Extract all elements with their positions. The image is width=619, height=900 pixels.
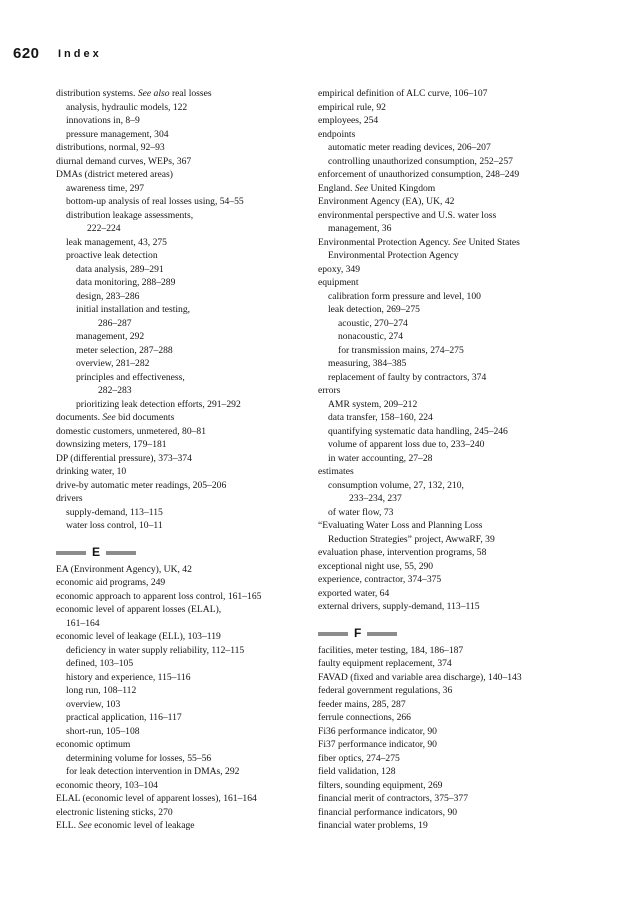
index-entry (318, 819, 570, 833)
index-entry (56, 141, 306, 155)
index-entry (318, 765, 570, 779)
index-entry (318, 587, 570, 601)
index-subentry (56, 698, 306, 712)
index-entry (318, 560, 570, 574)
entry-text: economic aid programs, 249 (56, 577, 166, 588)
entry-text: drive-by automatic meter readings, 205–206 (56, 479, 227, 491)
index-subentry (56, 182, 306, 196)
index-entry (318, 725, 570, 739)
index-entry (318, 711, 570, 725)
running-head: Index (58, 48, 102, 60)
index-entry (56, 425, 306, 439)
entry-text: epoxy, 349 (318, 263, 361, 275)
entry-text: equipment (318, 277, 359, 288)
entry-text: deficiency in water supply reliability, 112–115 (66, 644, 245, 656)
index-entry (318, 87, 570, 101)
index-subentry (56, 644, 306, 658)
entry-text: for leak detection intervention in DMAs, 292 (66, 766, 240, 777)
entry-text: Fi36 performance indicator, 90 (318, 725, 437, 737)
entry-text: defined, 103–105 (66, 658, 134, 669)
index-subentry (56, 671, 306, 685)
see-reference: See (354, 182, 369, 194)
see-reference: See (452, 236, 467, 248)
entry-text: documents. (56, 412, 103, 423)
entry-text: 222–224 (87, 223, 121, 234)
index-entry (56, 590, 306, 604)
section-rule (318, 632, 348, 636)
index-subentry (56, 398, 306, 412)
cross-reference-target: United States (466, 236, 520, 248)
index-entry (318, 182, 570, 196)
entry-text: drivers (56, 493, 83, 504)
index-column-right (318, 87, 570, 833)
entry-text: quantifying systematic data handling, 245–246 (328, 425, 508, 437)
index-entry (56, 576, 306, 590)
index-subentry (318, 344, 570, 358)
entry-text: enforcement of unauthorized consumption, 248–249 (318, 169, 520, 180)
index-entry (56, 465, 306, 479)
index-entry (318, 806, 570, 820)
index-entry (56, 438, 306, 452)
index-subentry (318, 533, 570, 547)
index-subentry (318, 155, 570, 169)
see-reference: See also (137, 88, 170, 99)
index-subentry (318, 411, 570, 425)
index-subentry (318, 398, 570, 412)
entry-text: calibration form pressure and level, 100 (328, 290, 481, 302)
entry-text: diurnal demand curves, WEPs, 367 (56, 155, 192, 167)
index-entry (56, 563, 306, 577)
index-entry (318, 519, 570, 533)
index-entry (56, 819, 306, 833)
entry-text: water loss control, 10–11 (66, 520, 163, 531)
entry-text: ELAL (economic level of apparent losses), 161–164 (56, 793, 257, 804)
index-entry (56, 452, 306, 466)
index-subentry (56, 506, 306, 520)
index-entry (56, 806, 306, 820)
entry-text: economic optimum (56, 739, 131, 750)
entry-text: exceptional night use, 55, 290 (318, 560, 434, 572)
entry-text: DMAs (district metered areas) (56, 169, 173, 180)
entry-text: automatic meter reading devices, 206–207 (328, 142, 491, 153)
entry-text: distribution systems. (56, 88, 138, 99)
entry-text: financial water problems, 19 (318, 820, 428, 831)
entry-text: FAVAD (fixed and variable area discharge), 140–143 (318, 671, 522, 683)
cross-reference-target: United Kingdom (368, 182, 436, 194)
entry-text: volume of apparent loss due to, 233–240 (328, 439, 485, 450)
index-entry (318, 779, 570, 793)
entry-text: management, 292 (76, 331, 145, 342)
index-subentry (56, 263, 306, 277)
cross-reference-target: real losses (169, 88, 212, 99)
entry-text: practical application, 116–117 (66, 712, 182, 723)
entry-text: leak management, 43, 275 (66, 236, 167, 248)
index-entry (56, 792, 306, 806)
index-subentry (56, 195, 306, 209)
entry-text: proactive leak detection (66, 250, 158, 261)
entry-text: ferrule connections, 266 (318, 712, 411, 723)
index-subentry (318, 303, 570, 317)
entry-text: Environmental Protection Agency. (318, 236, 453, 248)
see-reference: See (78, 820, 92, 831)
entry-text: DP (differential pressure), 373–374 (56, 452, 192, 464)
entry-text: estimates (318, 466, 354, 477)
index-subentry (318, 506, 570, 520)
entry-text: England. (318, 182, 355, 194)
entry-text: evaluation phase, intervention programs, 58 (318, 547, 487, 558)
section-letter: E (92, 544, 101, 559)
entry-text: field validation, 128 (318, 766, 396, 777)
entry-text: design, 283–286 (76, 290, 140, 302)
entry-text: distribution leakage assessments, (66, 209, 194, 221)
index-subentry (56, 765, 306, 779)
entry-text: Environment Agency (EA), UK, 42 (318, 196, 455, 207)
entry-text: bottom-up analysis of real losses using, 54–55 (66, 196, 244, 207)
index-subentry (318, 317, 570, 331)
section-rule (56, 551, 86, 555)
entry-text: financial performance indicators, 90 (318, 806, 458, 818)
entry-text: economic approach to apparent loss control, 161–165 (56, 590, 262, 602)
entry-text: long run, 108–112 (66, 685, 137, 696)
section-letter: F (354, 625, 362, 640)
index-entry (56, 168, 306, 182)
cross-reference-target: economic level of leakage (91, 820, 195, 831)
entry-text: “Evaluating Water Loss and Planning Loss (318, 520, 483, 531)
entry-text: economic level of apparent losses (ELAL), (56, 604, 222, 615)
cross-reference-target: bid documents (115, 412, 175, 423)
index-column-left (56, 87, 306, 833)
section-rule (367, 632, 397, 636)
entry-text: faulty equipment replacement, 374 (318, 658, 452, 669)
entry-text: replacement of faulty by contractors, 374 (328, 371, 487, 383)
index-entry (318, 465, 570, 479)
index-entry (318, 209, 570, 223)
index-subentry (56, 114, 306, 128)
entry-text: environmental perspective and U.S. water loss (318, 209, 497, 221)
index-subentry (56, 684, 306, 698)
entry-text: awareness time, 297 (66, 182, 145, 194)
entry-text: nonacoustic, 274 (338, 331, 404, 342)
entry-text: drinking water, 10 (56, 466, 127, 477)
index-entry (318, 644, 570, 658)
entry-text: in water accounting, 27–28 (328, 452, 433, 464)
entry-text: federal government regulations, 36 (318, 685, 453, 696)
index-subentry (318, 330, 570, 344)
entry-text: feeder mains, 285, 287 (318, 698, 406, 710)
entry-text: data transfer, 158–160, 224 (328, 412, 433, 423)
entry-text: measuring, 384–385 (328, 358, 407, 369)
index-entry (56, 603, 306, 617)
index-subentry (56, 752, 306, 766)
index-entry (56, 630, 306, 644)
entry-text: data analysis, 289–291 (76, 263, 164, 275)
entry-text: filters, sounding equipment, 269 (318, 779, 443, 791)
entry-text: 233–234, 237 (349, 493, 402, 504)
entry-text: errors (318, 385, 341, 396)
see-reference: See (102, 412, 116, 423)
entry-text: prioritizing leak detection efforts, 291–292 (76, 398, 241, 410)
entry-text: financial merit of contractors, 375–377 (318, 793, 468, 804)
index-entry (318, 546, 570, 560)
index-subentry (56, 657, 306, 671)
index-entry (318, 600, 570, 614)
entry-text: domestic customers, unmetered, 80–81 (56, 425, 207, 437)
entry-text: overview, 103 (66, 698, 121, 710)
entry-text: experience, contractor, 374–375 (318, 574, 442, 585)
index-subentry (56, 371, 306, 385)
entry-text: management, 36 (328, 223, 392, 234)
index-subentry (318, 357, 570, 371)
entry-text: overview, 281–282 (76, 358, 150, 369)
index-subentry (56, 209, 306, 223)
index-subentry (318, 371, 570, 385)
entry-text: controlling unauthorized consumption, 252–257 (328, 155, 513, 167)
entry-text: AMR system, 209–212 (328, 398, 418, 410)
index-entry (56, 87, 306, 101)
entry-text: 161–164 (66, 617, 100, 629)
entry-text: short-run, 105–108 (66, 725, 140, 737)
index-entry (318, 114, 570, 128)
entry-text: 286–287 (98, 317, 132, 329)
entry-text: facilities, meter testing, 184, 186–187 (318, 644, 464, 656)
entry-text: downsizing meters, 179–181 (56, 439, 167, 450)
index-subentry (56, 290, 306, 304)
index-subentry (56, 384, 306, 398)
index-subentry (318, 425, 570, 439)
index-subentry (56, 617, 306, 631)
entry-text: endpoints (318, 128, 356, 140)
section-heading (56, 543, 306, 563)
index-entry (318, 168, 570, 182)
index-entry (318, 236, 570, 250)
index-entry (318, 384, 570, 398)
index-entry (318, 276, 570, 290)
entry-text: electronic listening sticks, 270 (56, 806, 173, 818)
index-subentry (56, 357, 306, 371)
entry-text: leak detection, 269–275 (328, 304, 420, 315)
index-entry (318, 738, 570, 752)
index-entry (318, 671, 570, 685)
entry-text: economic theory, 103–104 (56, 779, 158, 791)
entry-text: external drivers, supply-demand, 113–115 (318, 601, 480, 612)
entry-text: initial installation and testing, (76, 304, 191, 315)
index-subentry (318, 479, 570, 493)
index-subentry (56, 725, 306, 739)
entry-text: Environmental Protection Agency (328, 250, 459, 261)
entry-text: principles and effectiveness, (76, 371, 185, 383)
index-entry (56, 779, 306, 793)
index-entry (318, 698, 570, 712)
index-subentry (56, 344, 306, 358)
entry-text: empirical definition of ALC curve, 106–107 (318, 88, 488, 99)
section-heading (318, 624, 570, 644)
index-subentry (56, 276, 306, 290)
entry-text: for transmission mains, 274–275 (338, 344, 464, 356)
index-entry (318, 101, 570, 115)
index-subentry (318, 249, 570, 263)
index-subentry (318, 290, 570, 304)
entry-text: innovations in, 8–9 (66, 115, 140, 126)
entry-text: Reduction Strategies” project, AwwaRF, 39 (328, 533, 495, 545)
index-subentry (56, 101, 306, 115)
entry-text: employees, 254 (318, 115, 379, 126)
index-entry (56, 479, 306, 493)
index-subentry (56, 330, 306, 344)
section-rule (106, 551, 136, 555)
index-entry (56, 411, 306, 425)
entry-text: determining volume for losses, 55–56 (66, 752, 212, 764)
index-entry (318, 128, 570, 142)
entry-text: meter selection, 287–288 (76, 344, 173, 356)
entry-text: Fi37 performance indicator, 90 (318, 739, 437, 750)
entry-text: EA (Environment Agency), UK, 42 (56, 563, 192, 575)
index-entry (318, 573, 570, 587)
index-subentry (318, 492, 570, 506)
entry-text: history and experience, 115–116 (66, 671, 191, 683)
entry-text: economic level of leakage (ELL), 103–119 (56, 631, 221, 642)
entry-text: consumption volume, 27, 132, 210, (328, 479, 464, 491)
index-entry (318, 657, 570, 671)
entry-text: supply-demand, 113–115 (66, 506, 163, 518)
index-entry (318, 752, 570, 766)
index-entry (56, 492, 306, 506)
entry-text: of water flow, 73 (328, 506, 394, 518)
index-subentry (318, 141, 570, 155)
index-subentry (56, 711, 306, 725)
entry-text: pressure management, 304 (66, 128, 169, 140)
index-subentry (318, 452, 570, 466)
index-subentry (56, 303, 306, 317)
index-entry (318, 195, 570, 209)
index-entry (318, 684, 570, 698)
index-entry (318, 792, 570, 806)
index-subentry (56, 519, 306, 533)
index-subentry (318, 438, 570, 452)
entry-text: ELL. (56, 820, 79, 831)
index-subentry (56, 249, 306, 263)
entry-text: analysis, hydraulic models, 122 (66, 101, 188, 113)
index-subentry (56, 128, 306, 142)
entry-text: acoustic, 270–274 (338, 317, 408, 329)
index-entry (56, 155, 306, 169)
entry-text: 282–283 (98, 385, 132, 396)
entry-text: empirical rule, 92 (318, 101, 386, 113)
index-subentry (56, 222, 306, 236)
index-entry (318, 263, 570, 277)
index-subentry (56, 317, 306, 331)
entry-text: fiber optics, 274–275 (318, 752, 400, 764)
index-subentry (318, 222, 570, 236)
entry-text: data monitoring, 288–289 (76, 277, 176, 288)
entry-text: exported water, 64 (318, 587, 390, 599)
page-number: 620 (13, 45, 40, 62)
index-subentry (56, 236, 306, 250)
entry-text: distributions, normal, 92–93 (56, 142, 165, 153)
index-entry (56, 738, 306, 752)
